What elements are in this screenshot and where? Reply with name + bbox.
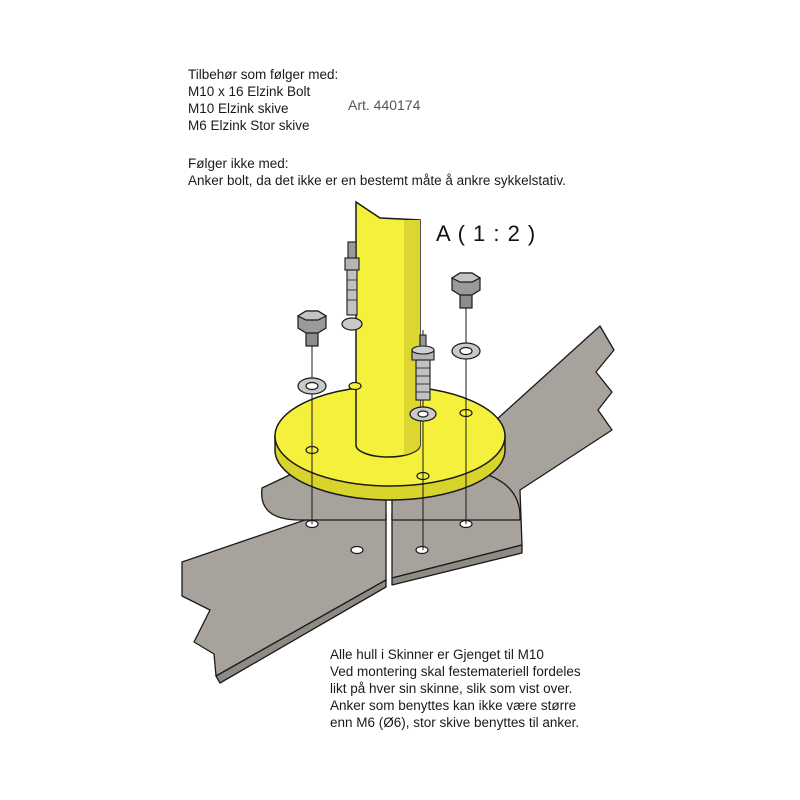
included-item-bolt: M10 x 16 Elzink Bolt bbox=[188, 84, 311, 99]
assembly-note-line: Alle hull i Skinner er Gjenget til M10 bbox=[330, 647, 544, 662]
detail-view-label: A ( 1 : 2 ) bbox=[436, 221, 537, 246]
rail-hole bbox=[351, 547, 363, 554]
assembly-note-line: Ved montering skal festemateriell fordeles bbox=[330, 664, 581, 679]
included-item-washer: M10 Elzink skive bbox=[188, 101, 289, 116]
assembly-note-line: Anker som benyttes kan ikke være større bbox=[330, 698, 577, 713]
assembly-note-line: likt på hver sin skinne, slik som vist over. bbox=[330, 681, 573, 696]
assembly-note-line: enn M6 (Ø6), stor skive benyttes til anker. bbox=[330, 715, 580, 730]
washer bbox=[342, 318, 362, 330]
washer-hole bbox=[418, 411, 428, 417]
left-rail bbox=[182, 508, 386, 676]
excluded-text: Anker bolt, da det ikke er en bestemt måte å ankre sykkelstativ. bbox=[188, 173, 566, 188]
included-heading: Tilbehør som følger med: bbox=[188, 67, 339, 82]
plate-hole bbox=[349, 383, 361, 390]
hex-bolt-right bbox=[452, 273, 480, 308]
included-item-large-washer: M6 Elzink Stor skive bbox=[188, 118, 310, 133]
article-number: Art. 440174 bbox=[348, 97, 421, 113]
rail-hole bbox=[416, 547, 428, 554]
hex-bolt-left bbox=[298, 311, 326, 346]
excluded-heading: Følger ikke med: bbox=[188, 156, 289, 171]
washer-hole bbox=[460, 348, 472, 355]
washer-hole bbox=[306, 383, 318, 390]
